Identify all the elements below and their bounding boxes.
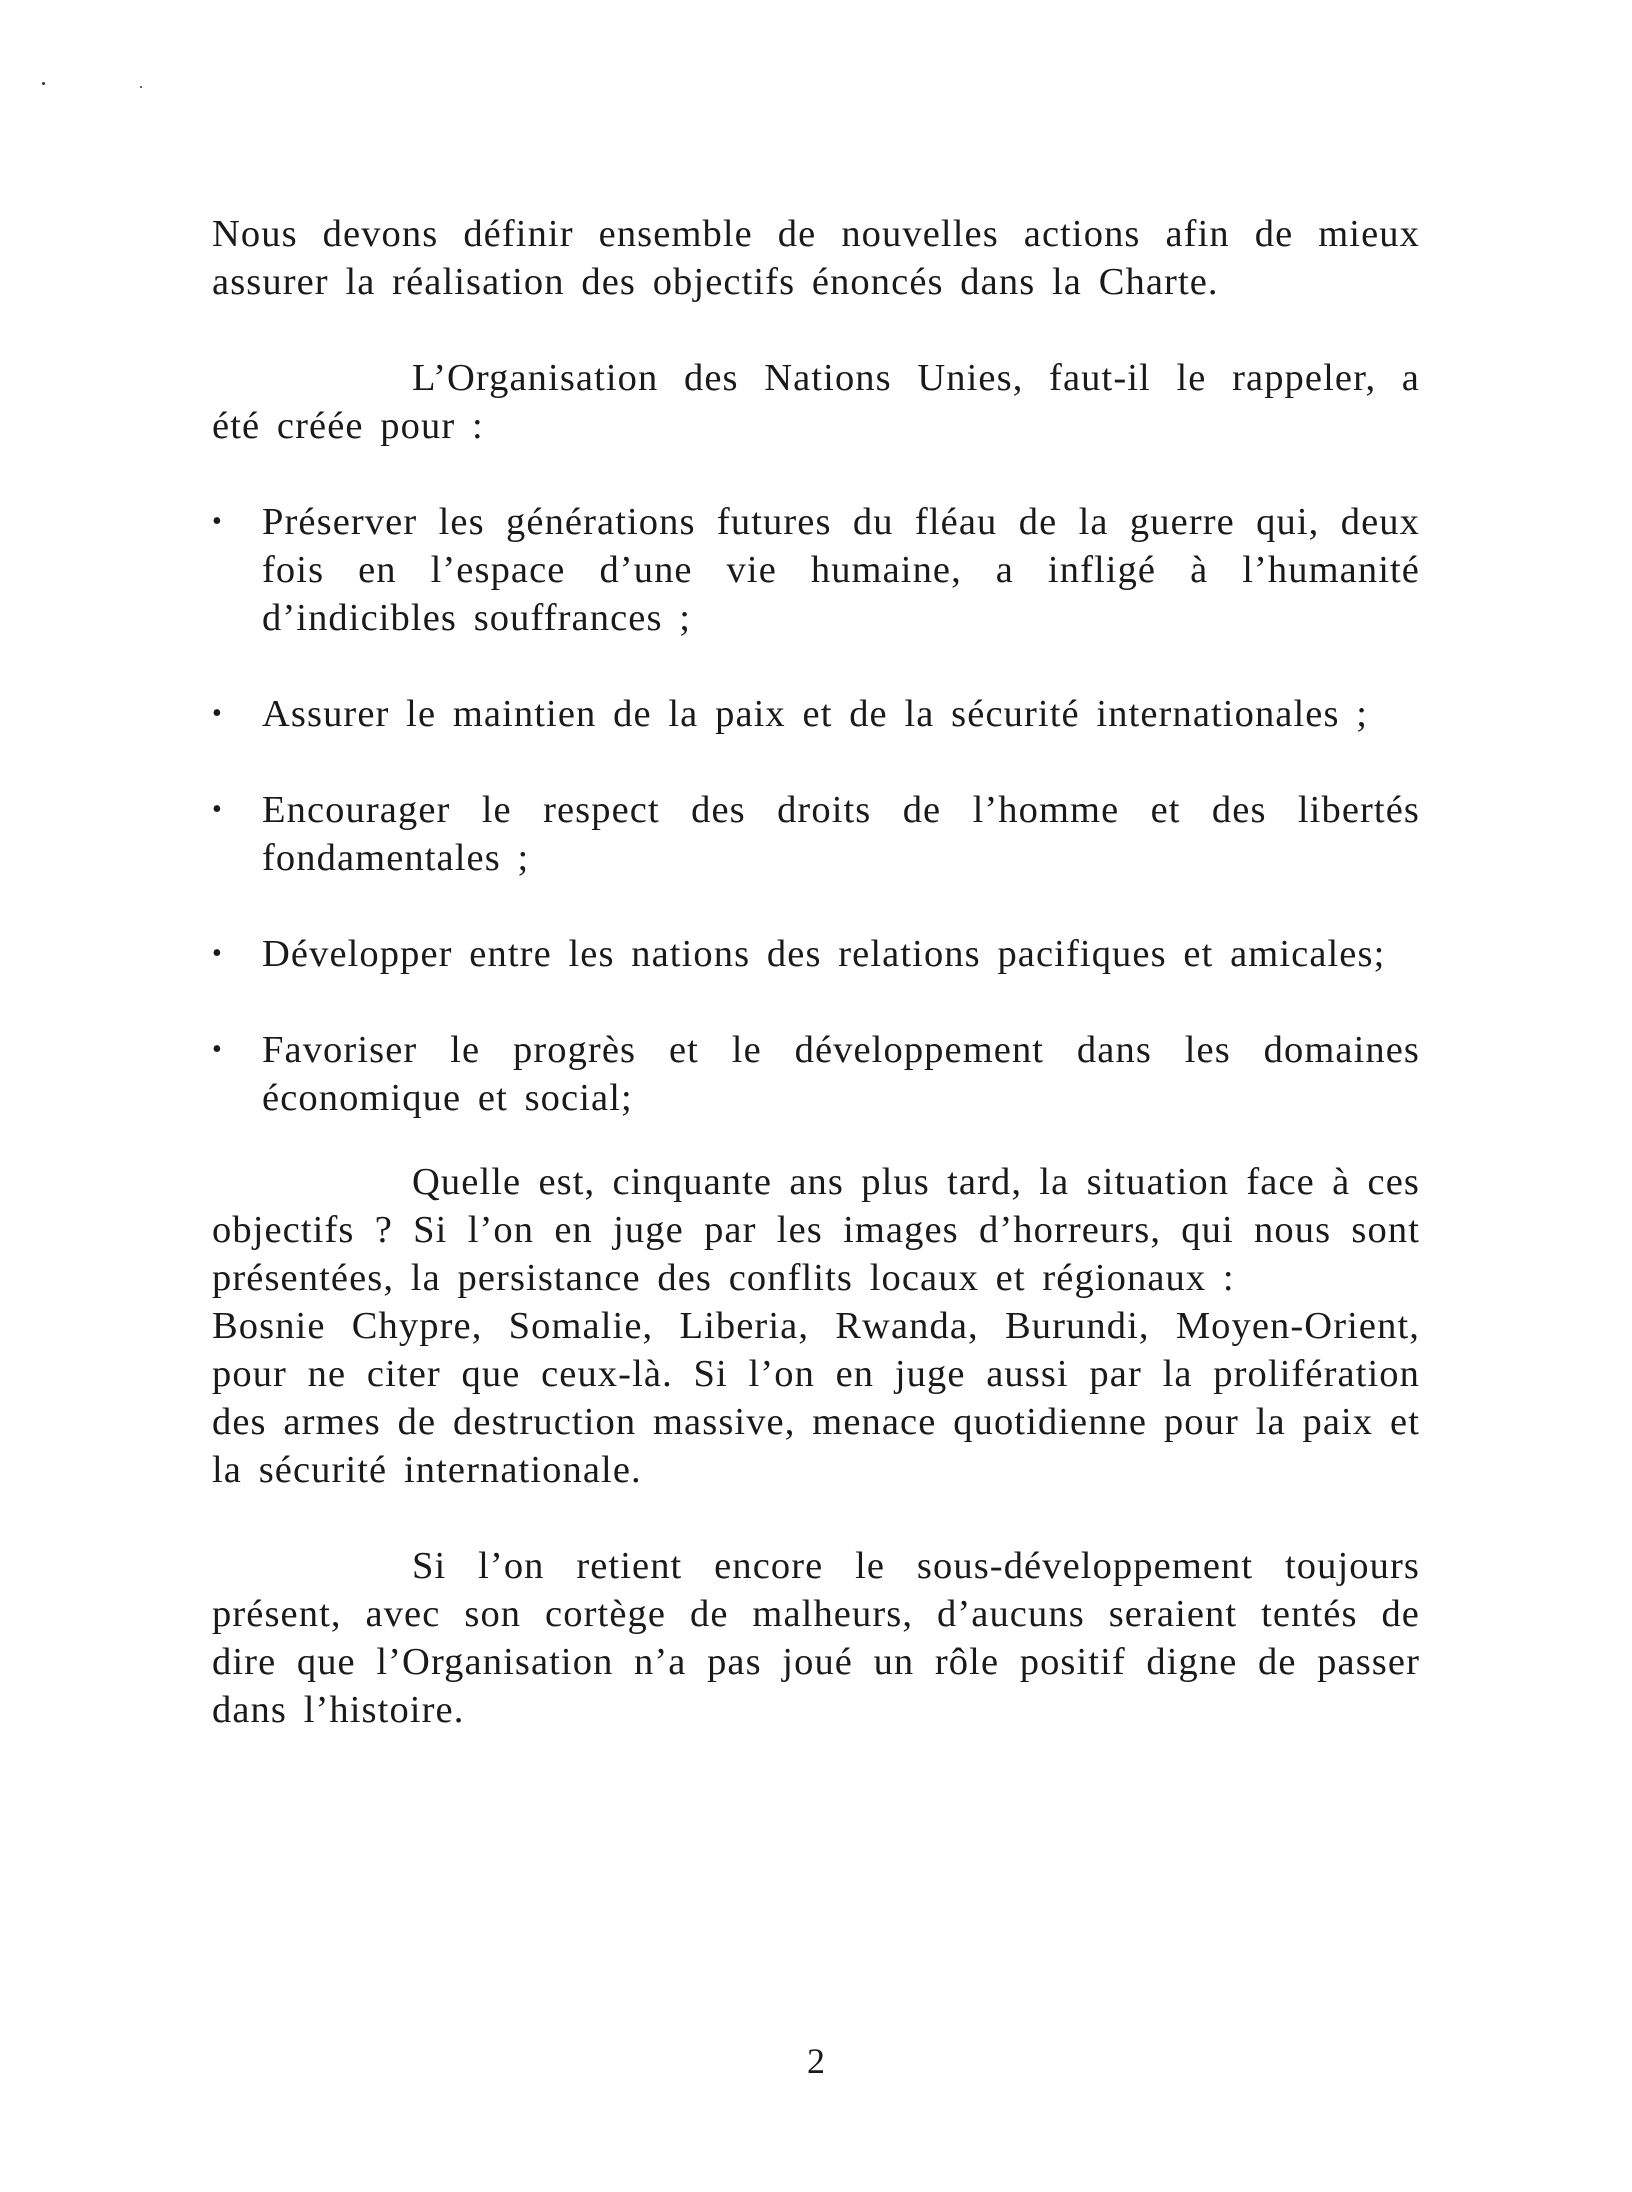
conclusion-paragraph: Si l’on retient encore le sous-développement toujours présent, avec son cortège de malheurs, d’aucuns seraient tentés de dire que l’Organisation n’a pas joué un rôle positif digne de passer dans l’histoire. [212, 1545, 1420, 1731]
objective-text: Préserver les générations futures du fléau de la guerre qui, deux fois en l’espace d’une vie humaine, a infligé à l’humanité d’indicibles souffrances ; [262, 501, 1420, 639]
bullet-icon: • [212, 506, 223, 537]
objective-text: Favoriser le progrès et le développement dans les domaines économique et social; [262, 1029, 1420, 1119]
objective-text: Développer entre les nations des relations pacifiques et amicales; [262, 933, 1386, 975]
objective-item [212, 1026, 1420, 1122]
situation-question: Quelle est, cinquante ans plus tard, la situation face à ces objectifs ? Si l’on en juge par les images d’horreurs, qui nous sont présentées, la persistance des conflits locaux et régionaux : [212, 1161, 1420, 1299]
objectives-list [212, 498, 1420, 1122]
page-number: 2 [807, 2041, 825, 2081]
objective-text: Encourager le respect des droits de l’homme et des libertés fondamentales ; [262, 789, 1420, 879]
objective-item [212, 930, 1420, 978]
scan-speck [42, 82, 45, 85]
objective-item [212, 690, 1420, 738]
bullet-icon: • [212, 698, 223, 729]
objective-item [212, 498, 1420, 642]
situation-conflicts: Bosnie Chypre, Somalie, Liberia, Rwanda, Burundi, Moyen-Orient, pour ne citer que ceux-là. Si l’on en juge aussi par la prolifération des armes de destruction massive, menace quotidienne pour la paix et la sécurité internationale. [212, 1305, 1420, 1491]
bullet-icon: • [212, 794, 223, 825]
bullet-icon: • [212, 1034, 223, 1065]
intro-paragraph: Nous devons définir ensemble de nouvelles actions afin de mieux assurer la réalisation des objectifs énoncés dans la Charte. [212, 213, 1420, 303]
scan-speck [140, 86, 142, 88]
objective-text: Assurer le maintien de la paix et de la sécurité internationales ; [262, 693, 1369, 735]
situation-paragraph [212, 1158, 1420, 1494]
bullet-icon: • [212, 938, 223, 969]
objective-item [212, 786, 1420, 882]
page-body [212, 210, 1420, 1734]
charter-lead-paragraph: L’Organisation des Nations Unies, faut-il le rappeler, a été créée pour : [212, 357, 1420, 447]
